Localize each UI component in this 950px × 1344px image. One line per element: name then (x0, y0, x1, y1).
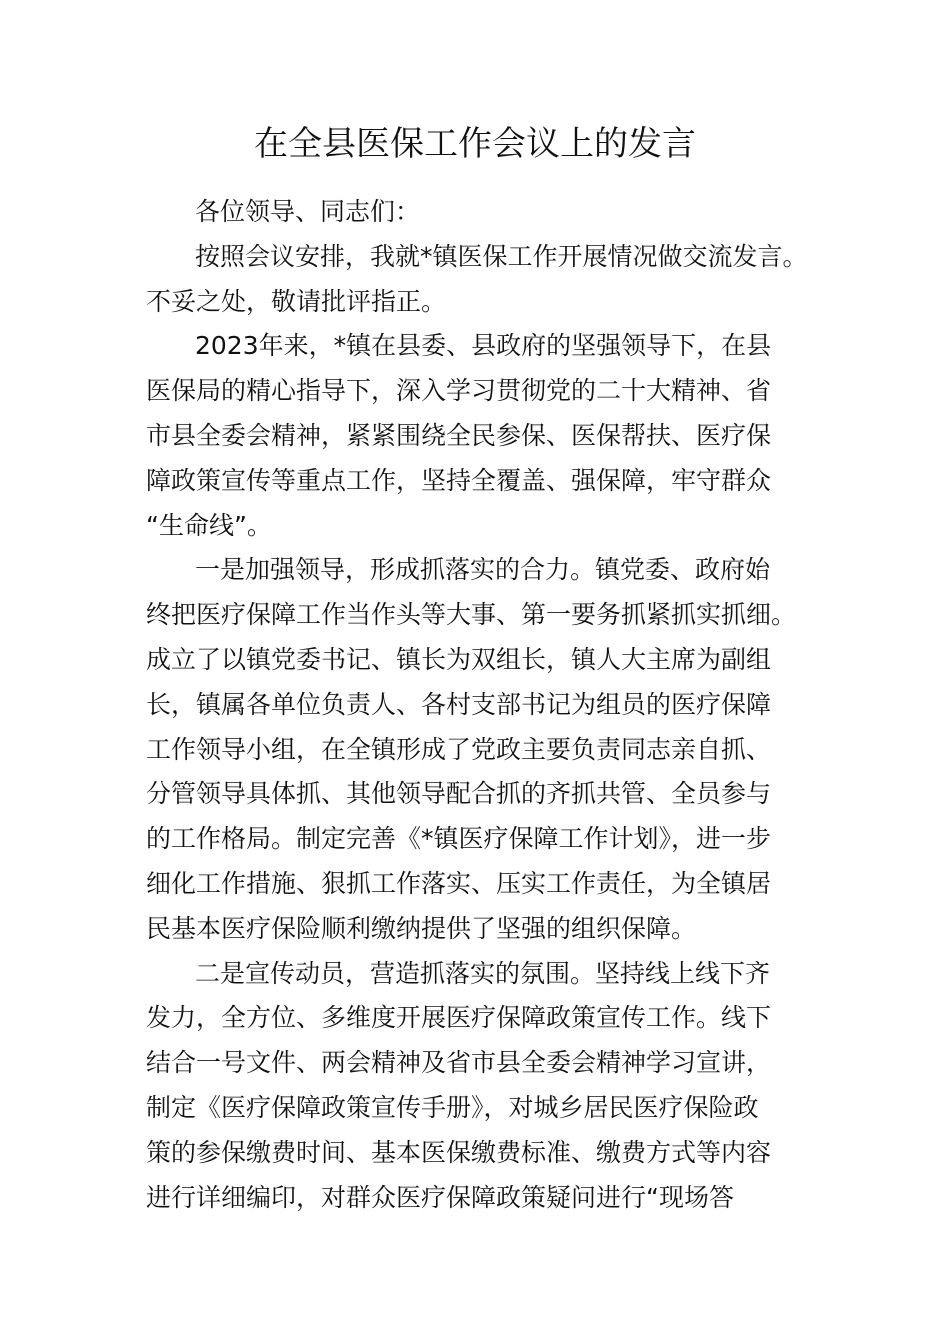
text-line: 二是宣传动员，营造抓落实的氛围。坚持线上线下齐 (195, 958, 771, 988)
text-line: 进行详细编印，对群众医疗保障政策疑问进行“现场答 (146, 1182, 734, 1212)
text-line: 市县全委会精神，紧紧围绕全民参保、医保帮扶、医疗保 (146, 420, 772, 450)
text-line: 各位领导、同志们： (195, 197, 421, 226)
text-line: 细化工作措施、狠抓工作落实、压实工作责任，为全镇居 (146, 868, 772, 898)
text-line: 结合一号文件、两会精神及省市县全委会精神学习宣讲， (146, 1048, 772, 1078)
text-line: 一是加强领导，形成抓落实的合力。镇党委、政府始 (195, 555, 771, 585)
text-line: 成立了以镇党委书记、镇长为双组长，镇人大主席为副组 (146, 644, 772, 674)
text-line: 工作领导小组，在全镇形成了党政主要负责同志亲自抓、 (146, 734, 772, 764)
text-line: 制定《医疗保障政策宣传手册》，对城乡居民医疗保险政 (146, 1092, 759, 1122)
text-line: 的工作格局。制定完善《*镇医疗保障工作计划》，进一步 (146, 824, 772, 854)
text-line: 发力，全方位、多维度开展医疗保障政策宣传工作。线下 (146, 1003, 772, 1033)
text-line: 分管领导具体抓、其他领导配合抓的齐抓共管、全员参与 (146, 779, 772, 809)
text-line: 2023年来，*镇在县委、县政府的坚强领导下，在县 (195, 331, 772, 361)
text-line: 医保局的精心指导下，深入学习贯彻党的二十大精神、省 (146, 376, 772, 406)
text-line: “生命线”。 (146, 510, 272, 540)
text-line: 按照会议安排，我就*镇医保工作开展情况做交流发言。 (195, 241, 808, 271)
text-line: 长，镇属各单位负责人、各村支部书记为组员的医疗保障 (146, 689, 772, 719)
document-title: 在全县医保工作会议上的发言 (254, 124, 696, 164)
text-line: 终把医疗保障工作当作头等大事、第一要务抓紧抓实抓细。 (146, 600, 797, 630)
text-line: 障政策宣传等重点工作，坚持全覆盖、强保障，牢守群众 (146, 465, 772, 495)
document-body (146, 190, 816, 1220)
text-line: 不妥之处，敬请批评指正。 (146, 286, 447, 316)
text-line: 策的参保缴费时间、基本医保缴费标准、缴费方式等内容 (146, 1137, 772, 1167)
text-line: 民基本医疗保险顺利缴纳提供了坚强的组织保障。 (146, 913, 697, 943)
